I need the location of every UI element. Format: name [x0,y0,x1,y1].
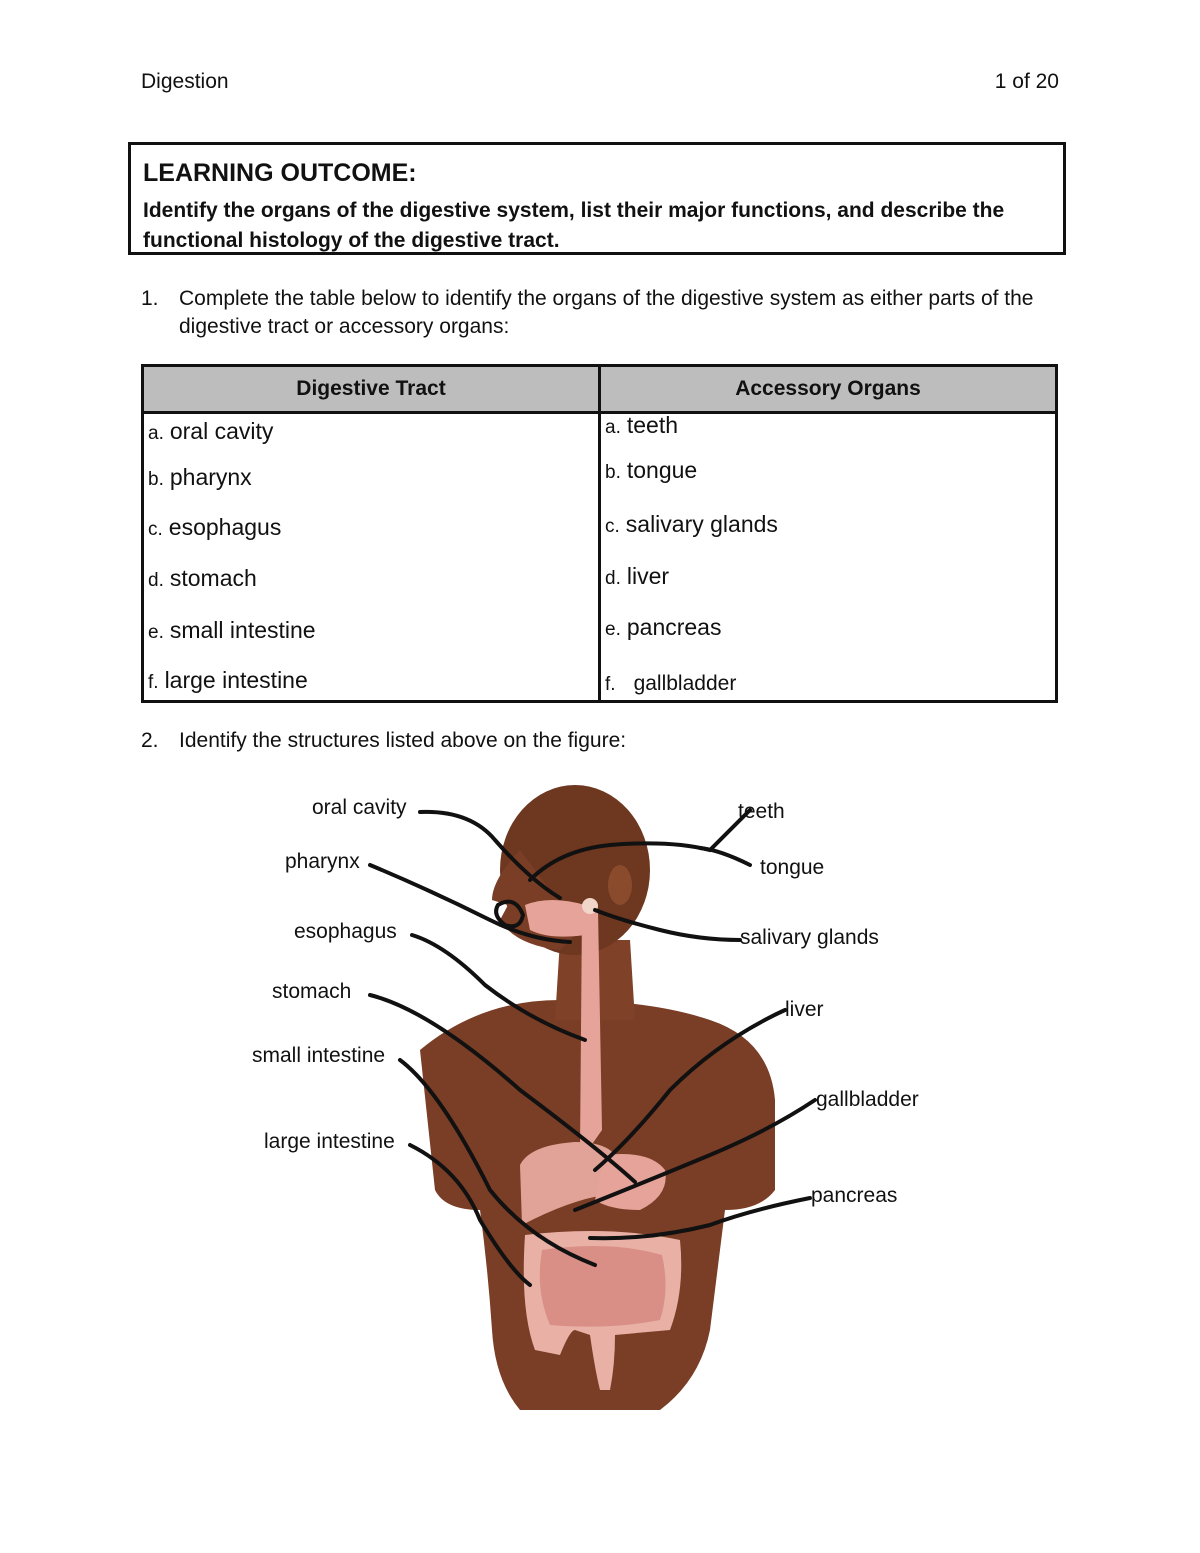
oral-cavity-shape [525,900,585,937]
list-item [605,563,669,590]
answer-liver[interactable]: liver [626,563,670,589]
item-letter: c. [148,519,163,540]
list-item [605,511,778,538]
figure-label-pancreas: pancreas [811,1184,898,1207]
list-item [605,614,721,641]
answer-tongue[interactable]: tongue [626,457,698,483]
item-letter: b. [605,462,621,483]
ear-shape [608,865,632,905]
leader-line-tongue [700,848,750,865]
learning-outcome-text: Identify the organs of the digestive system, list their major functions, and describe the functional histology of the digestive tract. [143,199,1005,252]
answer-large-intestine[interactable]: large intestine [164,667,308,693]
answer-stomach[interactable]: stomach [169,565,257,591]
digestive-system-figure [230,770,970,1420]
item-letter: f. [605,674,616,695]
figure-label-tongue: tongue [760,856,825,879]
figure-label-large-intestine: large intestine [264,1130,395,1153]
list-item [605,412,678,439]
learning-outcome-title: LEARNING OUTCOME: [143,159,417,187]
accessory-organs-column [600,413,1057,702]
figure-label-gallbladder: gallbladder [816,1088,919,1111]
question-1-number: 1. [141,287,159,310]
item-letter: d. [605,568,621,589]
answer-small-intestine[interactable]: small intestine [169,617,316,643]
answer-salivary-glands[interactable]: salivary glands [625,511,778,537]
organs-table [141,364,1058,703]
figure-label-small-intestine: small intestine [252,1044,386,1067]
list-item [148,565,257,592]
answer-esophagus[interactable]: esophagus [168,514,282,540]
list-item [148,464,252,491]
answer-pharynx[interactable]: pharynx [169,464,252,490]
figure-label-teeth: teeth [738,800,785,823]
question-2-number: 2. [141,729,159,752]
question-2-text: Identify the structures listed above on the figure: [179,729,627,752]
figure-label-stomach: stomach [272,980,352,1003]
answer-gallbladder[interactable]: gallbladder [633,672,737,695]
figure-label-salivary-glands: salivary glands [740,926,879,949]
learning-outcome-box [128,142,1066,255]
digestive-tract-column [143,413,600,702]
figure-label-oral-cavity: oral cavity [312,796,407,819]
figure-label-pharynx: pharynx [285,850,360,873]
figure-label-liver: liver [785,998,824,1021]
list-item [148,418,273,445]
list-item [148,514,281,541]
item-letter: d. [148,570,164,591]
question-1 [141,285,1041,345]
answer-pancreas[interactable]: pancreas [626,614,722,640]
list-item [605,457,697,484]
answer-teeth[interactable]: teeth [626,412,679,438]
question-1-text: Complete the table below to identify the organs of the digestive system as either parts of the digestive tract or accessory organs: [179,287,1034,338]
table-header-digestive-tract: Digestive Tract [143,366,600,413]
item-letter: f. [148,672,159,693]
page-header-title: Digestion [141,70,229,93]
item-letter: c. [605,516,620,537]
figure-label-esophagus: esophagus [294,920,397,943]
table-header-accessory-organs: Accessory Organs [600,366,1057,413]
question-2 [141,727,1041,757]
list-item [605,672,736,696]
page-number: 1 of 20 [994,70,1059,93]
list-item [148,617,316,644]
item-letter: a. [605,417,621,438]
item-letter: e. [605,619,621,640]
item-letter: b. [148,469,164,490]
item-letter: e. [148,622,164,643]
answer-oral-cavity[interactable]: oral cavity [169,418,274,444]
item-letter: a. [148,423,164,444]
small-intestine-shape [540,1246,666,1327]
list-item [148,667,308,694]
